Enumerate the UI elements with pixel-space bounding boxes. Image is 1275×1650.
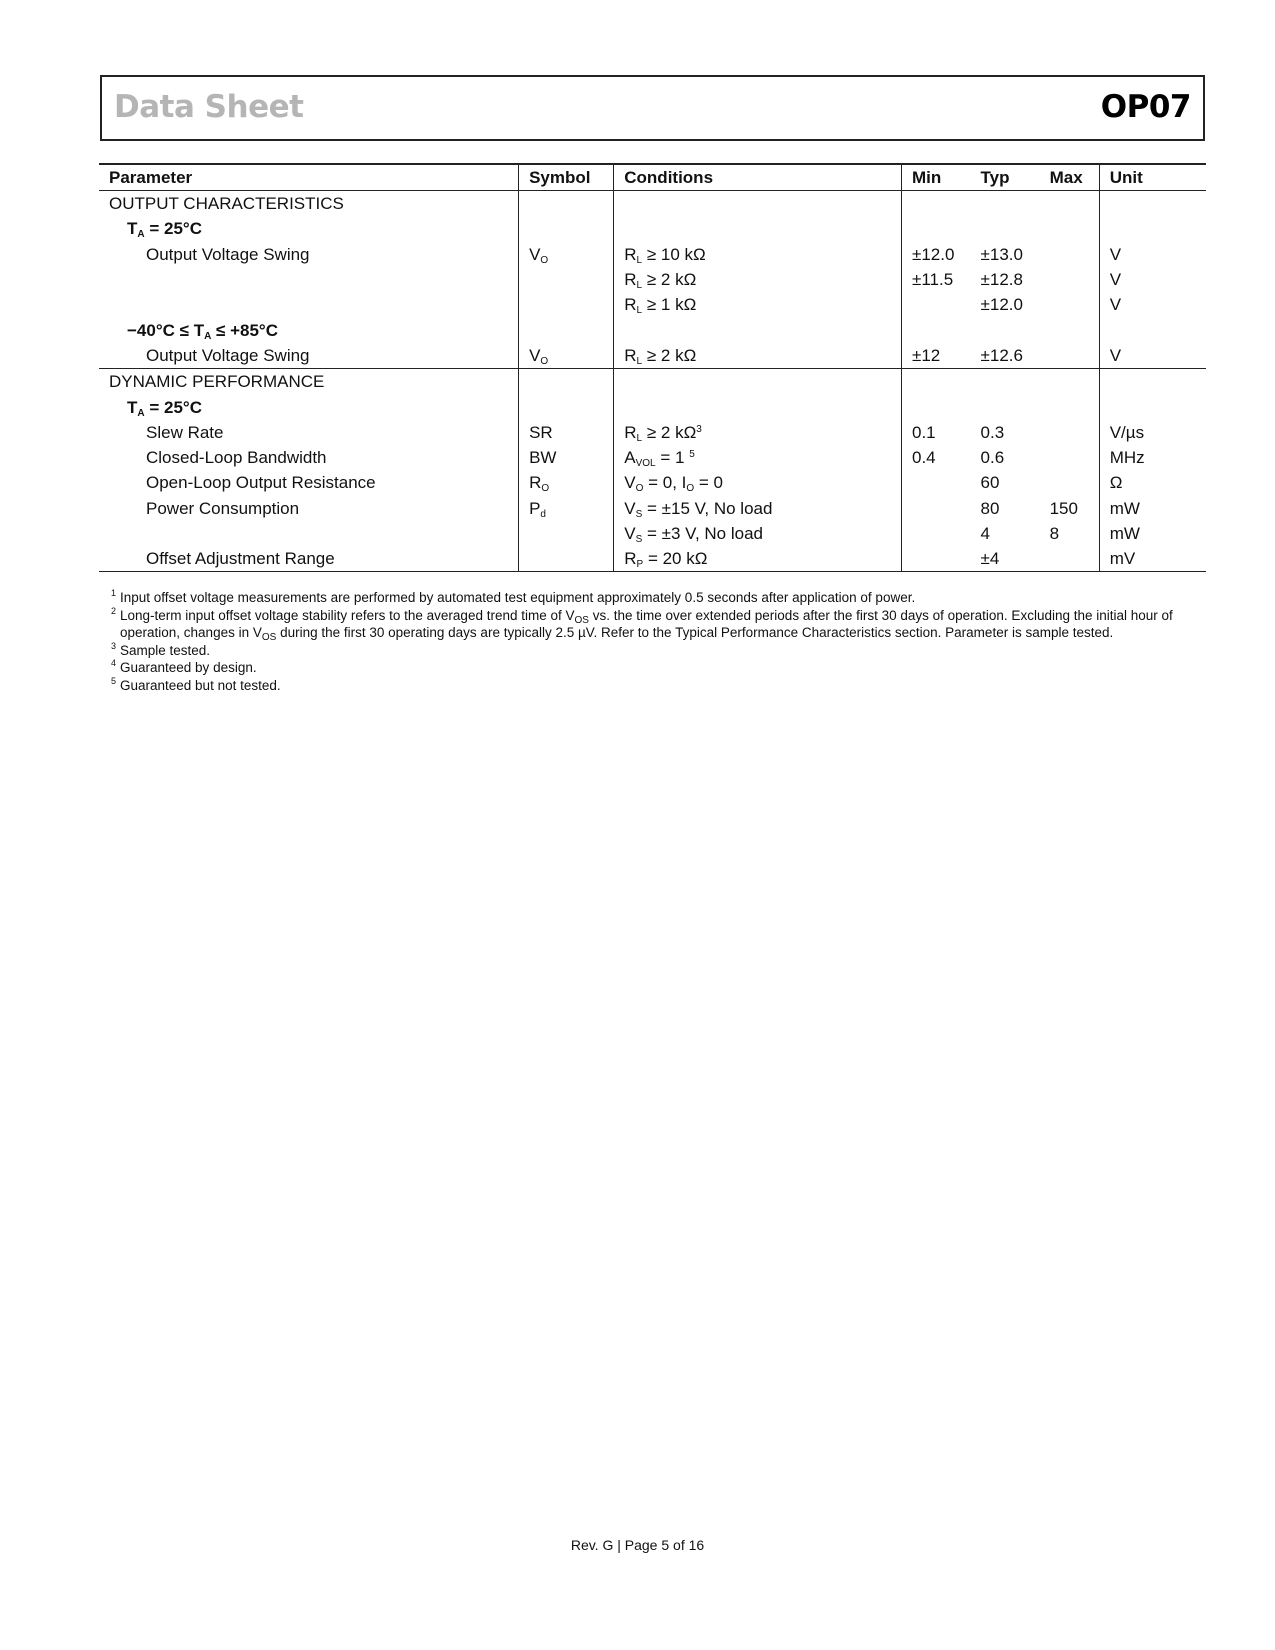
- unit-cell: Ω: [1099, 470, 1206, 495]
- table-row: [99, 420, 1206, 445]
- col-header-unit: Unit: [1099, 164, 1206, 191]
- section-title: OUTPUT CHARACTERISTICS: [109, 194, 344, 214]
- min-cell: [902, 521, 971, 546]
- col-header-typ: Typ: [971, 164, 1040, 191]
- col-header-symbol: Symbol: [519, 164, 614, 191]
- footnote-mark: 3: [111, 640, 117, 651]
- table-row: [99, 496, 1206, 521]
- unit-cell: V: [1099, 343, 1206, 369]
- unit-cell: mV: [1099, 546, 1206, 572]
- min-cell: 0.1: [902, 420, 971, 445]
- footnote-mark: 5: [111, 675, 117, 686]
- max-cell: [1040, 546, 1100, 572]
- footnote-mark: 2: [111, 605, 117, 616]
- max-cell: [1040, 242, 1100, 267]
- col-header-max: Max: [1040, 164, 1100, 191]
- conditions-cell: $V_O = 0$, $I_O = 0$: [614, 470, 902, 495]
- symbol-cell: $V_O$: [519, 242, 614, 267]
- symbol-cell: SR: [519, 420, 614, 445]
- unit-cell: V/µs: [1099, 420, 1206, 445]
- typ-cell: 60: [980, 473, 1000, 493]
- typ-cell: ±12.6: [971, 343, 1040, 369]
- min-cell: [902, 546, 971, 572]
- param-cell: [99, 292, 519, 317]
- footnote: 5 Guaranteed but not tested.: [111, 677, 1201, 695]
- section-title: DYNAMIC PERFORMANCE: [109, 372, 325, 392]
- part-number: OP07: [1100, 89, 1191, 125]
- unit-cell: V: [1099, 292, 1206, 317]
- param-cell: Power Consumption: [146, 498, 300, 518]
- symbol-cell: [519, 267, 614, 292]
- conditions-cell: $R_L \ge 10$ kΩ: [614, 242, 902, 267]
- min-cell: ±11.5: [902, 267, 971, 292]
- condition-row: [99, 317, 1206, 342]
- conditions-cell: $R_L \ge 2$ kΩ: [614, 267, 902, 292]
- table-row: [99, 343, 1206, 369]
- max-cell: [1040, 445, 1100, 470]
- conditions-cell: $V_S = \pm 15$ V, No load: [614, 496, 902, 521]
- symbol-cell: $V_O$: [519, 343, 614, 369]
- temp-range-condition: $-40^\circ C \le T_A \le +85^\circ C$: [127, 320, 279, 342]
- table-row: [99, 546, 1206, 572]
- max-cell: [1040, 470, 1100, 495]
- symbol-cell: [519, 292, 614, 317]
- section-row: [99, 191, 1206, 217]
- typ-cell: 0.6: [980, 448, 1005, 468]
- max-cell: 150: [1049, 498, 1078, 518]
- max-cell: [1040, 267, 1100, 292]
- param-cell: Open-Loop Output Resistance: [146, 473, 376, 493]
- footnote: 4 Guaranteed by design.: [111, 659, 1201, 677]
- param-cell: Output Voltage Swing: [99, 343, 519, 369]
- symbol-cell: $R_O$: [519, 470, 614, 495]
- table-row: [99, 470, 1206, 495]
- symbol-cell: BW: [519, 445, 614, 470]
- footnote: 3 Sample tested.: [111, 642, 1201, 660]
- min-cell: ±12.0: [902, 242, 971, 267]
- doc-title: Data Sheet: [114, 89, 304, 125]
- min-cell: [902, 496, 971, 521]
- param-cell: [99, 521, 519, 546]
- unit-cell: V: [1099, 242, 1206, 267]
- max-cell: 8: [1049, 524, 1060, 543]
- col-header-conditions: Conditions: [614, 164, 902, 191]
- section-row: [99, 369, 1206, 395]
- unit-cell: mW: [1099, 521, 1206, 546]
- temp-condition: $T_A = 25^\circ C$: [127, 219, 202, 241]
- param-cell: Closed-Loop Bandwidth: [146, 448, 327, 468]
- page-footer: Rev. G | Page 5 of 16: [570, 1537, 705, 1553]
- page-header: [100, 75, 1205, 141]
- footnote: 1 Input offset voltage measurements are performed by automated test equipment approximately 0.5 seconds after application of power.: [111, 589, 1201, 607]
- footnote-mark: 1: [111, 588, 117, 598]
- table-row: [99, 292, 1206, 317]
- conditions-cell: $A_{VOL} = 1$ $^5$: [614, 445, 902, 470]
- param-cell: Output Voltage Swing: [146, 244, 310, 264]
- table-row: [99, 242, 1206, 267]
- table-row: [99, 521, 1206, 546]
- footnotes: [111, 589, 1201, 694]
- footnote: 2 Long-term input offset voltage stability refers to the averaged trend time of $V_{OS}$ vs. the time over extended periods after the first 30 days of operation. Excluding the initial hour of operation, changes in $V_{OS}$ during the first 30 operating days are typically 2.5 µV. Refer to the Typical Performance Characteristics section. Parameter is sample tested.: [111, 607, 1201, 642]
- min-cell: [902, 470, 971, 495]
- symbol-cell: [519, 546, 614, 572]
- col-header-min: Min: [902, 164, 971, 191]
- min-cell: 0.4: [902, 445, 971, 470]
- symbol-cell: $P_d$: [519, 496, 614, 521]
- typ-cell: ±4: [971, 546, 1040, 572]
- typ-cell: 80: [980, 498, 1000, 518]
- condition-row: [99, 216, 1206, 241]
- typ-cell: 4: [980, 524, 991, 543]
- spec-table: [99, 163, 1206, 572]
- table-row: [99, 445, 1206, 470]
- conditions-cell: $V_S = \pm 3$ V, No load: [614, 521, 902, 546]
- param-cell: [99, 267, 519, 292]
- max-cell: [1040, 292, 1100, 317]
- typ-cell: ±12.0: [980, 295, 1023, 315]
- typ-cell: ±12.8: [980, 270, 1023, 290]
- unit-cell: mW: [1099, 496, 1206, 521]
- temp-condition: $T_A = 25^\circ C$: [127, 397, 202, 419]
- unit-cell: MHz: [1099, 445, 1206, 470]
- max-cell: [1040, 343, 1100, 369]
- typ-cell: ±13.0: [980, 244, 1023, 264]
- col-header-parameter: Parameter: [99, 164, 519, 191]
- symbol-cell: [519, 521, 614, 546]
- conditions-cell: $R_P = 20$ kΩ: [614, 546, 902, 572]
- conditions-cell: $R_L \ge 2$ kΩ: [614, 343, 902, 369]
- param-cell: Offset Adjustment Range: [99, 546, 519, 572]
- footnote-mark: 4: [111, 658, 117, 668]
- conditions-cell: $R_L \ge 2$ $k\Omega^3$: [614, 420, 902, 445]
- unit-cell: V: [1099, 267, 1206, 292]
- param-cell: Slew Rate: [146, 422, 224, 442]
- conditions-cell: $R_L \ge 1$ kΩ: [614, 292, 902, 317]
- condition-row: [99, 394, 1206, 419]
- table-header-row: [99, 164, 1206, 191]
- min-cell: [902, 292, 971, 317]
- min-cell: ±12: [902, 343, 971, 369]
- typ-cell: 0.3: [980, 422, 1005, 442]
- table-row: [99, 267, 1206, 292]
- max-cell: [1040, 420, 1100, 445]
